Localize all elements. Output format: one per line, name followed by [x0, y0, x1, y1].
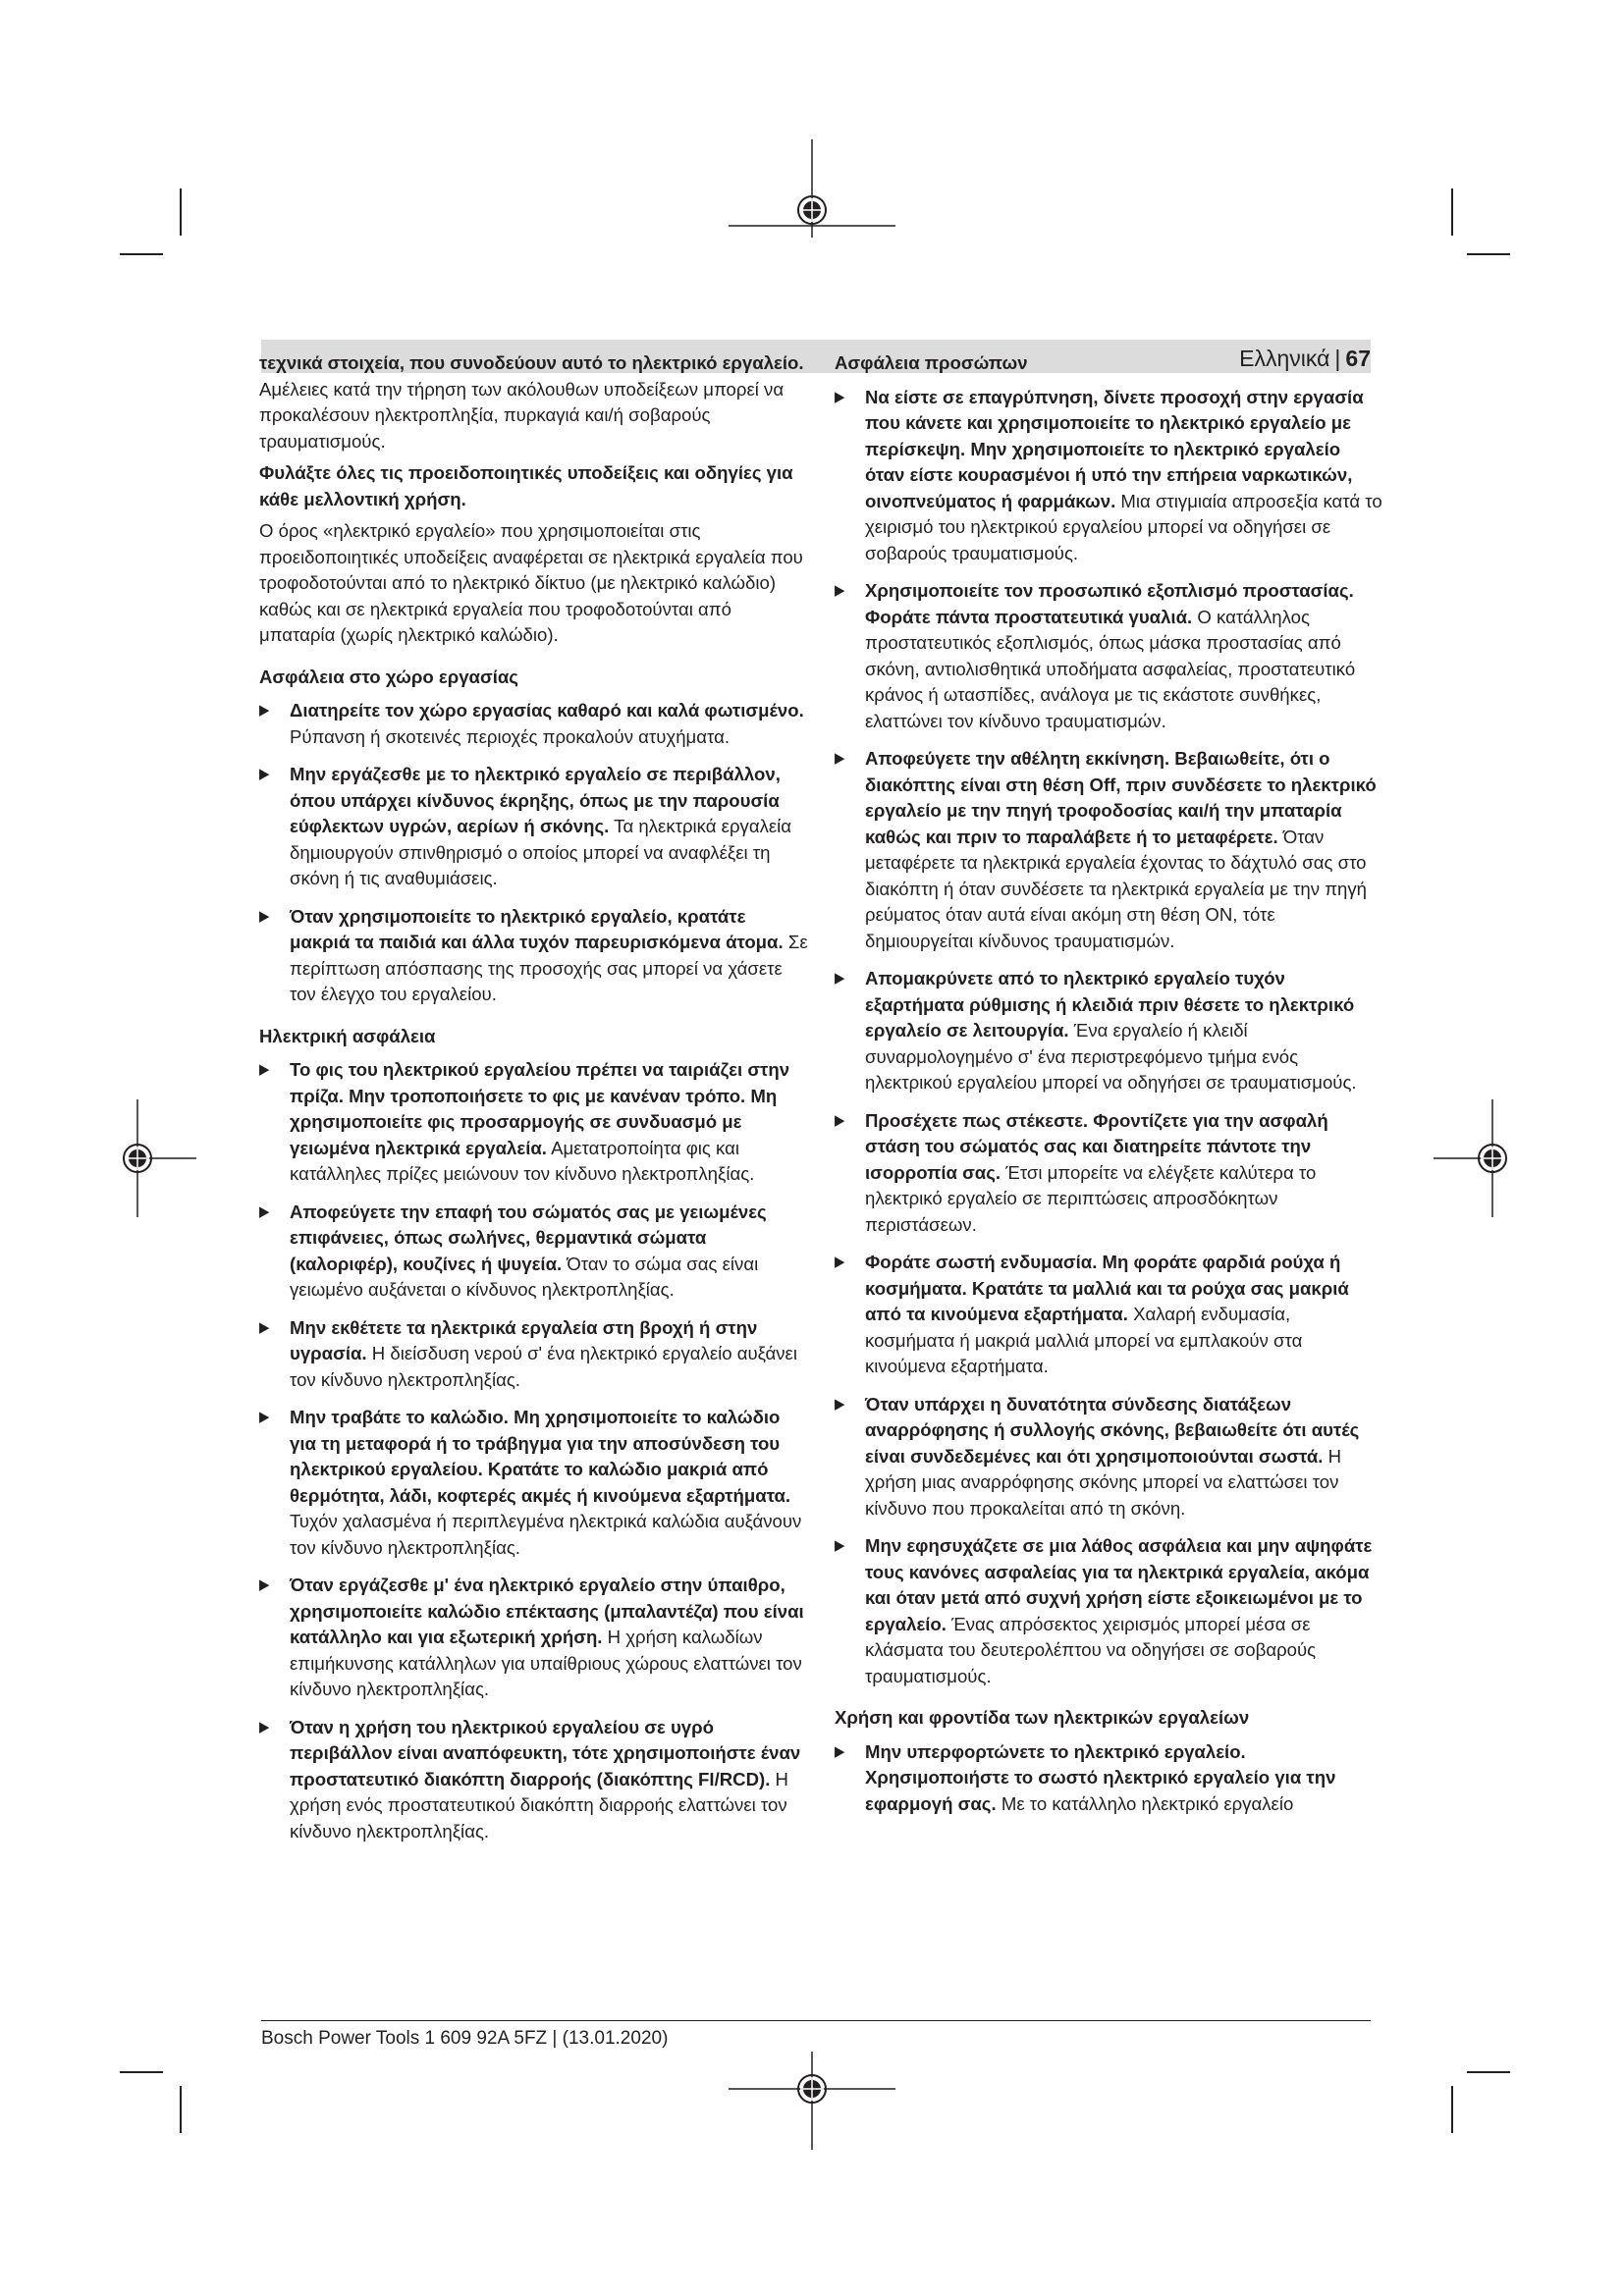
bullet-triangle-icon: ▶: [259, 907, 270, 925]
crop-mark-bottom-right-h: [1467, 2071, 1510, 2073]
list-item: ▶ Αποφεύγετε την αθέλητη εκκίνηση. Βεβαιωθείτε, ότι ο διακόπτης είναι στη θέση Off, πριν συνδέσετε το ηλεκτρικό εργαλείο με την πηγή τροφοδοσίας και/ή την μπαταρία καθώς και πριν το παραλάβετε ή το μεταφέρετε. Όταν μεταφέρετε τα ηλεκτρικά εργαλεία έχοντας το δάχτυλό σας στο διακόπτη ή όταν συνδέσετε τα ηλεκτρικά εργαλεία με την πηγή ρεύματος όταν αυτά είναι ακόμη στη θέση ON, τότε δημιουργείται κίνδυνος τραυματισμών.: [835, 748, 1377, 951]
crop-mark-bottom-left-v: [180, 2086, 182, 2133]
keep-instructions: Φυλάξτε όλες τις προειδοποιητικές υποδείξεις και οδηγίες για κάθε μελλοντική χρήση.: [259, 462, 793, 509]
intro-paragraph: τεχνικά στοιχεία, που συνοδεύουν αυτό το ηλεκτρικό εργαλείο. Αμέλειες κατά την τήρηση των ακόλουθων υποδείξεων μπορεί να προκαλέσουν ηλεκτροπληξία, πυρκαγιά και/ή σοβαρούς τραυματισμούς.: [259, 352, 804, 452]
bullet-triangle-icon: ▶: [259, 1318, 270, 1336]
list-item: ▶ Όταν χρησιμοποιείτε το ηλεκτρικό εργαλείο, κρατάτε μακριά τα παιδιά και άλλα τυχόν παρευρισκόμενα άτομα. Σε περίπτωση απόσπασης της προσοχής σας μπορεί να χάσετε τον έλεγχο του εργαλείου.: [259, 905, 808, 1004]
list-item: ▶ Όταν η χρήση του ηλεκτρικού εργαλείου σε υγρό περιβάλλον είναι αναπόφευκτη, τότε χρησιμοποιήστε έναν προστατευτικό διακόπτη διαρροής (διακόπτης FI/RCD). Η χρήση ενός προστατευτικού διακόπτη διαρροής ελαττώνει τον κίνδυνο ηλεκτροπληξίας.: [259, 1716, 801, 1842]
list-item: ▶ Το φις του ηλεκτρικού εργαλείου πρέπει να ταιριάζει στην πρίζα. Μην τροποποιήσετε το φις με κανέναν τρόπο. Μη χρησιμοποιείτε φις προσαρμογής σε συνδυασμό με γειωμένα ηλεκτρικά εργαλεία. Αμετατροποίητα φις και κατάλληλες πρίζες μειώνουν τον κίνδυνο ηλεκτροπληξίας.: [259, 1059, 790, 1184]
crop-mark-top-right-v: [1451, 188, 1453, 236]
crop-mark-bottom-right-v: [1451, 2086, 1453, 2133]
workplace-safety-heading: Ασφάλεια στο χώρο εργασίας: [259, 666, 518, 687]
registration-mark-left: [118, 1099, 196, 1217]
left-column: [259, 350, 809, 1856]
tool-use-care-heading: Χρήση και φροντίδα των ηλεκτρικών εργαλείων: [835, 1707, 1250, 1728]
bullet-triangle-icon: ▶: [835, 1537, 845, 1554]
bullet-triangle-icon: ▶: [835, 970, 845, 987]
personal-safety-heading: Ασφάλεια προσώπων: [835, 352, 1028, 373]
bullet-triangle-icon: ▶: [259, 1718, 270, 1735]
crop-mark-top-right-h: [1467, 253, 1510, 255]
bullet-triangle-icon: ▶: [835, 582, 845, 599]
registration-mark-right: [1434, 1099, 1512, 1217]
registration-mark-bottom: [729, 2052, 895, 2150]
page-footer: Bosch Power Tools 1 609 92A 5FZ | (13.01.2020): [261, 2028, 669, 2049]
registration-mark-top: [729, 139, 895, 238]
bullet-triangle-icon: ▶: [259, 1409, 270, 1425]
list-item: ▶ Μην εφησυχάζετε σε μια λάθος ασφάλεια και μην αψηφάτε τους κανόνες ασφαλείας για τα ηλεκτρικά εργαλεία, ακόμα και όταν μετά από συχνή χρήση είστε εξοικειωμένοι με το εργαλείο. Ένας απρόσεκτος χειρισμός μπορεί μέσα σε κλάσματα του δευτερολέπτου να οδηγήσει σε σοβαρούς τραυματισμούς.: [835, 1535, 1373, 1686]
list-item: ▶ Μην υπερφορτώνετε το ηλεκτρικό εργαλείο. Χρησιμοποιήστε το σωστό ηλεκτρικό εργαλείο για την εφαρμογή σας. Με το κατάλληλο ηλεκτρικό εργαλείο: [835, 1740, 1336, 1814]
bullet-triangle-icon: ▶: [835, 388, 845, 405]
list-item: ▶ Μην εργάζεσθε με το ηλεκτρικό εργαλείο σε περιβάλλον, όπου υπάρχει κίνδυνος έκρηξης, όπως με την παρουσία εύφλεκτων υγρών, αερίων ή σκόνης. Τα ηλεκτρικά εργαλεία δημιουργούν σπινθηρισμό ο οποίος μπορεί να αναφλέξει τη σκόνη ή τις αναθυμιάσεις.: [259, 764, 792, 888]
list-item: ▶ Όταν υπάρχει η δυνατότητα σύνδεσης διατάξεων αναρρόφησης ή συλλογής σκόνης, βεβαιωθείτε ότι αυτές είναι συνδεδεμένες και ότι χρησιμοποιούνται σωστά. Η χρήση μιας αναρρόφησης σκόνης μπορεί να ελαττώσει τον κίνδυνο που προκαλείται από τη σκόνη.: [835, 1393, 1360, 1519]
bullet-triangle-icon: ▶: [259, 1576, 270, 1593]
list-item: ▶ Διατηρείτε τον χώρο εργασίας καθαρό και καλά φωτισμένο. Ρύπανση ή σκοτεινές περιοχές προκαλούν ατυχήματα.: [259, 700, 804, 747]
bullet-triangle-icon: ▶: [835, 1395, 845, 1413]
bullet-triangle-icon: ▶: [259, 702, 270, 719]
bullet-triangle-icon: ▶: [835, 750, 845, 767]
right-column: [835, 350, 1384, 1829]
list-item: ▶ Αποφεύγετε την επαφή του σώματός σας με γειωμένες επιφάνειες, όπως σωλήνες, θερμαντικά σώματα (καλοριφέρ), κουζίνες ή ψυγεία. Όταν το σώμα σας είναι γειωμένο αυξάνεται ο κίνδυνος ηλεκτροπληξίας.: [259, 1201, 767, 1300]
list-item: ▶ Απομακρύνετε από το ηλεκτρικό εργαλείο τυχόν εξαρτήματα ρύθμισης ή κλειδιά πριν θέσετε το ηλεκτρικό εργαλείο σε λειτουργία. Ένα εργαλείο ή κλειδί συναρμολογημένο σ' ένα περιστρεφόμενο τμήμα ενός ηλεκτρικού εργαλείου μπορεί να οδηγήσει σε τραυματισμούς.: [835, 968, 1357, 1093]
list-item: ▶ Χρησιμοποιείτε τον προσωπικό εξοπλισμό προστασίας. Φοράτε πάντα προστατευτικά γυαλιά. Ο κατάλληλος προστατευτικός εξοπλισμός, όπως μάσκα προστασίας από σκόνη, αντιολισθητικά υποδήματα ασφαλείας, προστατευτικό κράνος ή ωτασπίδες, ανάλογα με τις εκάστοτε συνθήκες, ελαττώνει τον κίνδυνο τραυματισμών.: [835, 580, 1356, 731]
page-number: 67: [1345, 346, 1371, 371]
bullet-triangle-icon: ▶: [259, 766, 270, 782]
bullet-triangle-icon: ▶: [259, 1061, 270, 1078]
list-item: ▶ Να είστε σε επαγρύπνηση, δίνετε προσοχή στην εργασία που κάνετε και χρησιμοποιείτε το ηλεκτρικό εργαλείο με περίσκεψη. Μην χρησιμοποιείτε το ηλεκτρικό εργαλείο όταν είστε κουρασμένοι ή υπό την επήρεια ναρκωτικών, οινοπνεύματος ή φαρμάκων. Μια στιγμιαία απροσεξία κατά το χειρισμό του ηλεκτρικού εργαλείου μπορεί να οδηγήσει σε σοβαρούς τραυματισμούς.: [835, 386, 1382, 563]
list-item: ▶ Προσέχετε πως στέκεστε. Φροντίζετε για την ασφαλή στάση του σώματός σας και διατηρείτε πάντοτε την ισορροπία σας. Έτσι μπορείτε να ελέγξετε καλύτερα το ηλεκτρικό εργαλείο σε περιπτώσεις απροσδόκητων περιστάσεων.: [835, 1109, 1328, 1235]
list-item: ▶ Όταν εργάζεσθε μ' ένα ηλεκτρικό εργαλείο στην ύπαιθρο, χρησιμοποιείτε καλώδιο επέκτασης (μπαλαντέζα) που είναι κατάλληλο και για εξωτερική χρήση. Η χρήση καλωδίων επιμήκυνσης κατάλληλων για υπαίθριους χώρους ελαττώνει τον κίνδυνο ηλεκτροπληξίας.: [259, 1575, 804, 1699]
footer-date: (13.01.2020): [562, 2028, 669, 2049]
section-title: Ελληνικά: [1239, 346, 1330, 371]
list-item: ▶ Μην τραβάτε το καλώδιο. Μη χρησιμοποιείτε το καλώδιο για τη μεταφορά ή το τράβηγμα για την αποσύνδεση του ηλεκτρικού εργαλείου. Κρατάτε το καλώδιο μακριά από θερμότητα, λάδι, κοφτερές ακμές ή κινούμενα εξαρτήματα. Τυχόν χαλασμένα ή περιπλεγμένα ηλεκτρικά καλώδια αυξάνουν τον κίνδυνο ηλεκτροπληξίας.: [259, 1407, 802, 1558]
list-item: ▶ Φοράτε σωστή ενδυμασία. Μη φοράτε φαρδιά ρούχα ή κοσμήματα. Κρατάτε τα μαλλιά και τα ρούχα σας μακριά από τα κινούμενα εξαρτήματα. Χαλαρή ενδυμασία, κοσμήματα ή μακριά μαλλιά μπορεί να εμπλακούν στα κινούμενα εξαρτήματα.: [835, 1252, 1349, 1376]
crop-mark-top-left-h: [120, 253, 163, 255]
bullet-triangle-icon: ▶: [835, 1742, 845, 1760]
bullet-triangle-icon: ▶: [835, 1254, 845, 1270]
footer-rule: [261, 2020, 1371, 2021]
footer-brand: Bosch Power Tools 1 609 92A 5FZ: [261, 2028, 548, 2049]
bullet-triangle-icon: ▶: [835, 1111, 845, 1129]
electrical-safety-heading: Ηλεκτρική ασφάλεια: [259, 1025, 436, 1046]
crop-mark-bottom-left-h: [120, 2071, 163, 2073]
list-item: ▶ Μην εκθέτετε τα ηλεκτρικά εργαλεία στη βροχή ή στην υγρασία. Η διείσδυση νερού σ' ένα ηλεκτρικό εργαλείο αυξάνει τον κίνδυνο ηλεκτροπληξίας.: [259, 1316, 797, 1390]
term-definition: Ο όρος «ηλεκτρικό εργαλείο» που χρησιμοποιείται στις προειδοποιητικές υποδείξεις αναφέρεται σε ηλεκτρικά εργαλεία που τροφοδοτούνται από το ηλεκτρικό δίκτυο (με ηλεκτρικό καλώδιο) καθώς και σε ηλεκτρικά εργαλεία που τροφοδοτούνται από μπαταρία (χωρίς ηλεκτρικό καλώδιο).: [259, 520, 803, 645]
header-separator: |: [1334, 346, 1341, 371]
bullet-triangle-icon: ▶: [259, 1202, 270, 1220]
crop-mark-top-left-v: [180, 188, 182, 236]
